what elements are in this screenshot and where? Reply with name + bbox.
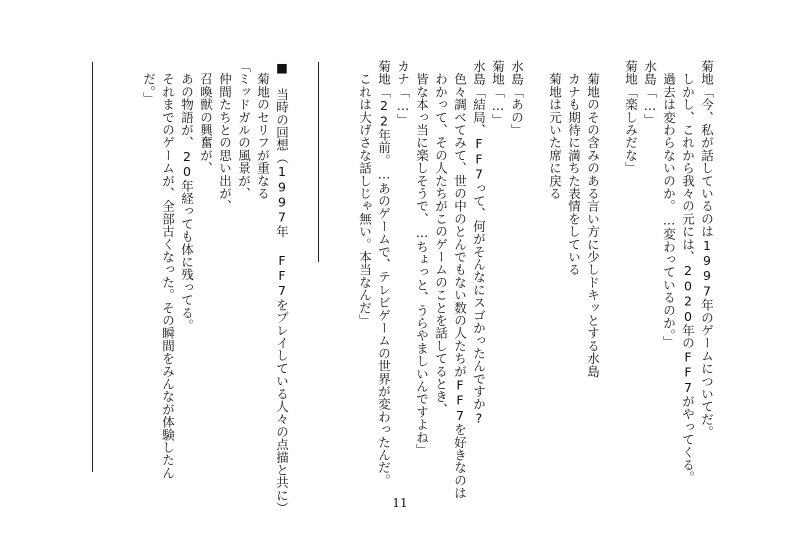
script-line: カナ「…」 bbox=[395, 60, 411, 126]
script-line: カナも期待に満ちた表情をしている bbox=[566, 60, 582, 276]
script-line: 仲間たちとの思い出が、 bbox=[217, 60, 233, 213]
divider-line bbox=[92, 62, 93, 472]
script-line: 「ミッドガルの風景が、 bbox=[236, 60, 252, 200]
script-line: それまでのゲームが、全部古くなった。その瞬間をみんなが体験したん bbox=[160, 60, 176, 480]
divider-line bbox=[318, 62, 319, 262]
script-line: 菊地は元いた席に戻る bbox=[547, 60, 563, 200]
script-line: 菊地「…」 bbox=[490, 60, 506, 126]
script-line: 色々調べてみて、世の中のとんでもない数の人たちがFF7を好きなのは bbox=[452, 60, 468, 500]
script-line: あの物語が、20年経っても体に残ってる。 bbox=[179, 60, 195, 332]
script-line: わかって、その人たちがこのゲームのことを話してるとき、 bbox=[433, 60, 449, 416]
script-line: 菊地「楽しみだな」 bbox=[623, 60, 639, 175]
script-line: 菊地「22年前。…あのゲームで、テレビゲームの世界が変わったんだ。 bbox=[376, 60, 392, 487]
script-line: 水島「あの」 bbox=[509, 60, 525, 137]
page-number: 11 bbox=[392, 496, 408, 510]
script-line: 過去は変わらないのか。…変わっているのか。」 bbox=[661, 60, 677, 349]
script-line: 水島「結局、FF7って、何がそんなにスゴかったんですか? bbox=[471, 60, 487, 426]
script-line: 召喚獣の興奮が、 bbox=[198, 60, 214, 175]
script-line: これは大げさな話しじゃ無い。本当なんだ」 bbox=[357, 60, 373, 327]
script-line: ■ 当時の回想（1997年 FF7をプレイしている人々の点描と共に） bbox=[274, 60, 290, 515]
script-line: 菊地のその含みのある言い方に少しドキッとする水島 bbox=[585, 60, 601, 378]
script-line: 皆な本っ当に楽しそうで、…ちょっと、うらやましいんですよね」 bbox=[414, 60, 430, 457]
script-line: 菊地のセリフが重なる bbox=[255, 60, 271, 200]
script-line: 菊地「今、私が話しているのは1997年のゲームについてだ。 bbox=[699, 60, 715, 439]
script-line: 水島「…」 bbox=[642, 60, 658, 126]
script-line: しかし、これから我々の元には、2020年のFF7がやってくる。 bbox=[680, 60, 696, 484]
script-line: だ。」 bbox=[141, 60, 157, 105]
